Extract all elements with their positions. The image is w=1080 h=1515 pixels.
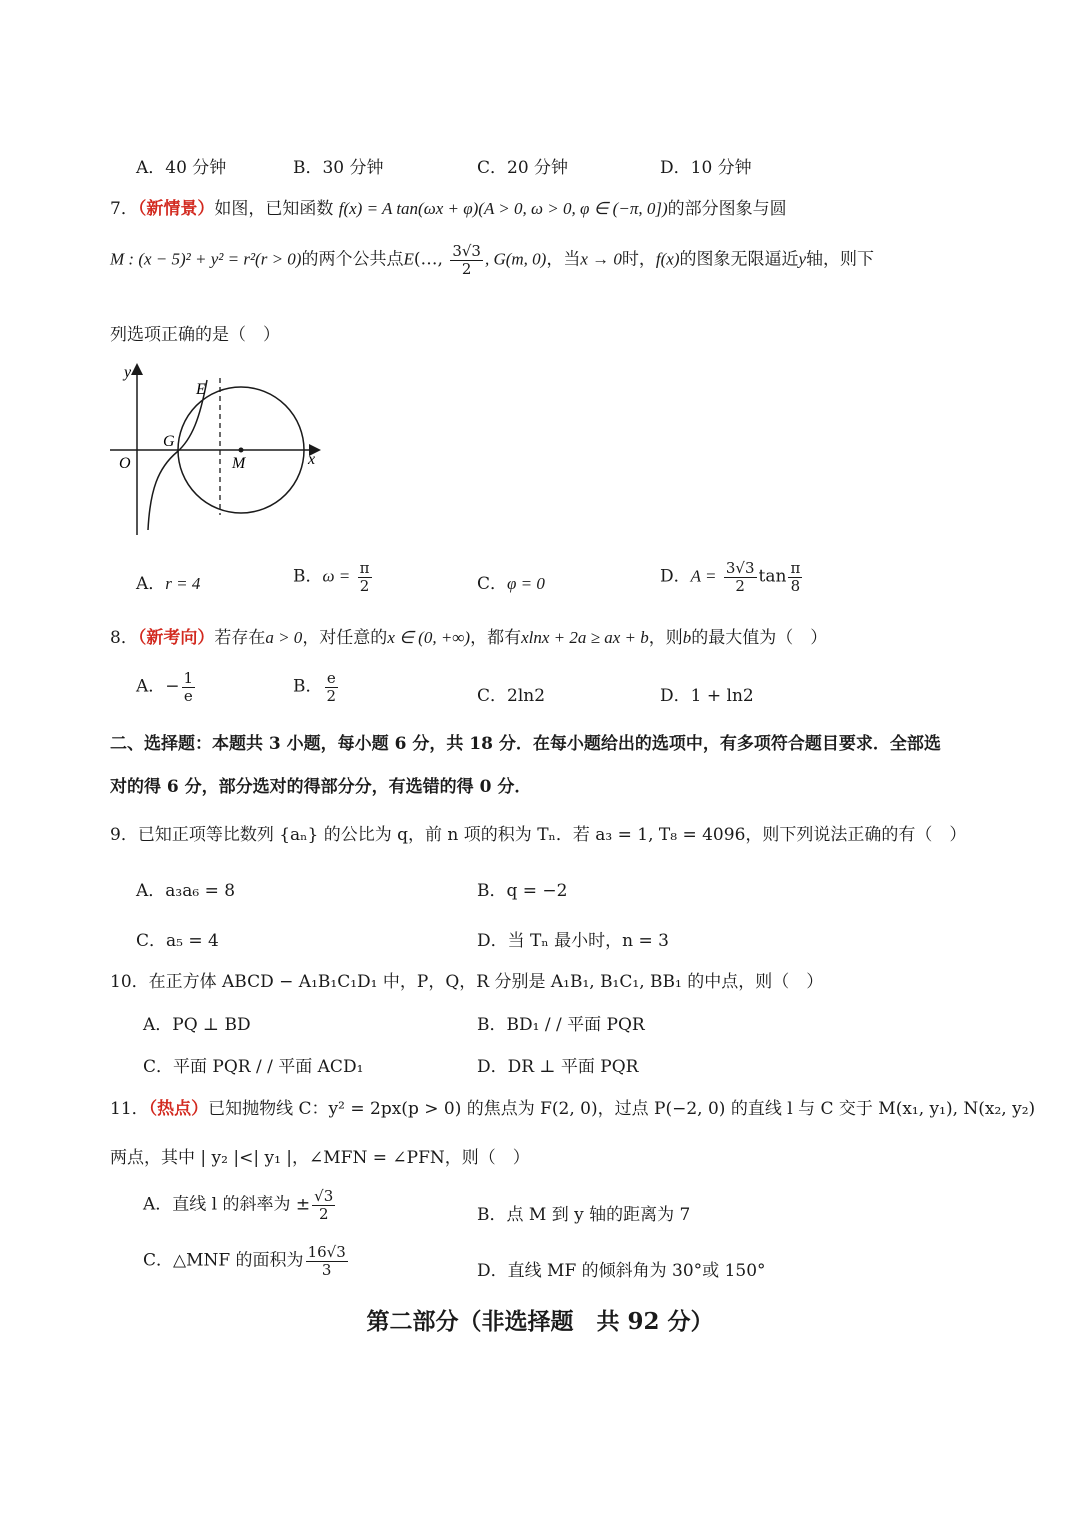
q7-point-e: E: [403, 249, 414, 269]
section2-line2: 对的得 6 分，部分选对的得部分分，有选错的得 0 分．: [110, 777, 532, 797]
q6-option-d: D．10 分钟: [660, 158, 752, 178]
q11-option-a: A．直线 l 的斜率为 ± $\frac{√3}{2}$: [143, 1187, 334, 1223]
q7-y-axis: y: [798, 249, 807, 269]
q10-option-b: B．BD₁ / / 平面 PQR: [477, 1015, 645, 1035]
q10-option-a: A．PQ ⊥ BD: [143, 1015, 251, 1035]
q9-option-b: B．q = −2: [477, 881, 568, 901]
label-x: x: [308, 451, 316, 468]
section2-line1: 二、选择题：本题共 3 小题，每小题 6 分，共 18 分．在每小题给出的选项中，有多项符合题目要求．全部选: [110, 734, 941, 754]
q7-number: 7．: [110, 199, 138, 219]
q6-option-c: C．20 分钟: [477, 158, 569, 178]
q11-option-b: B．点 M 到 y 轴的距离为 7: [477, 1205, 691, 1225]
q10-option-c: C．平面 PQR / / 平面 ACD₁: [143, 1057, 364, 1077]
q7-line2-a: 的两个公共点: [301, 249, 404, 270]
q7-option-a: A．r = 4: [136, 574, 201, 594]
q7-point-g: , G(m, 0): [484, 249, 547, 269]
q7-function: f(x) = A tan(ωx + φ)(A > 0, ω > 0, φ ∈ (−π, 0]): [338, 199, 668, 218]
q7-option-d: D．A = $\frac{3√3}{2}$ tan $\frac{\pi}{8}$: [660, 559, 801, 595]
q7-option-b: B．ω = $\frac{\pi}{2}$: [293, 559, 370, 595]
q7-option-c: C．φ = 0: [477, 574, 545, 594]
q7-line1: [110, 194, 787, 219]
q11-tag: （热点）: [148, 1099, 209, 1119]
label-g: G: [163, 433, 175, 450]
q8-option-c: C．2ln2: [477, 686, 546, 706]
q7-circle-eq: M : (x − 5)² + y² = r²(r > 0): [110, 249, 302, 269]
q9-option-d: D．当 Tₙ 最小时，n = 3: [477, 931, 669, 951]
label-y: y: [124, 364, 132, 381]
label-o: O: [119, 455, 131, 472]
q8-tag: （新考向）: [137, 628, 215, 648]
q7-figure: [110, 360, 325, 540]
q6-option-b: B．30 分钟: [293, 158, 384, 178]
part2-title: 第二部分（非选择题 共 92 分）: [366, 1308, 714, 1335]
q8-option-a: A．− $\frac{1}{e}$: [136, 669, 194, 705]
label-m: M: [232, 455, 246, 472]
q7-limit: x → 0: [580, 249, 622, 269]
q7-fx: f(x): [655, 249, 680, 269]
q11-stem-line1: 11．（热点）已知抛物线 C：y² = 2px(p > 0) 的焦点为 F(2, 0)，过点 P(−2, 0) 的直线 l 与 C 交于 M(x₁, y₁), N(x₂, y₂): [110, 1099, 1036, 1119]
q10-stem: 10．在正方体 ABCD − A₁B₁C₁D₁ 中，P，Q，R 分别是 A₁B₁, B₁C₁, BB₁ 的中点，则（ ）: [110, 972, 824, 992]
center-point: [239, 448, 244, 453]
q7-line2-c: 时，: [621, 249, 656, 270]
q11-stem-line2: 两点，其中 | y₂ |<| y₁ |，∠MFN = ∠PFN，则（ ）: [110, 1148, 530, 1168]
q8-stem: 8．（新考向）若存在a > 0，对任意的x ∈ (0, +∞)，都有xlnx + 2a ≥ ax + b，则b的最大值为（ ）: [110, 628, 828, 648]
q11-option-d: D．直线 MF 的倾斜角为 30°或 150°: [477, 1261, 766, 1281]
q7-text-b: 的部分图象与圆: [667, 199, 787, 219]
label-e: E: [196, 381, 206, 398]
q10-option-d: D．DR ⊥ 平面 PQR: [477, 1057, 639, 1077]
q7-line2: M : (x − 5)² + y² = r²(r > 0)的两个公共点E(…, $\frac{3√3}{2}$ , G(m, 0)，当x → 0时，f(x)的图象无限逼近y轴，则下: [110, 242, 875, 278]
q7-line3: 列选项正确的是（ ）: [110, 325, 280, 345]
q7-text-a: 如图，已知函数: [214, 199, 334, 219]
q7-line2-b: ，当: [546, 249, 581, 270]
q8-option-d: D．1 + ln2: [660, 686, 754, 706]
q7-line2-e: 轴，则下: [806, 249, 875, 270]
q9-stem: 9．已知正项等比数列 {aₙ} 的公比为 q，前 n 项的积为 Tₙ．若 a₃ = 1, T₈ = 4096，则下列说法正确的有（ ）: [110, 825, 967, 845]
q8-option-b: B． $\frac{e}{2}$: [293, 669, 337, 705]
q7-tag: （新情景）: [137, 199, 215, 219]
q9-option-c: C．a₅ = 4: [136, 931, 219, 951]
q9-option-a: A．a₃a₆ = 8: [136, 881, 236, 901]
q6-option-a: A．40 分钟: [136, 158, 227, 178]
q11-option-c: C．△MNF 的面积为 $\frac{16√3}{3}$: [143, 1243, 346, 1279]
q7-line2-d: 的图象无限逼近: [679, 249, 799, 270]
q7-e-y-fraction: $\frac{3√3}{2}$: [452, 242, 481, 278]
